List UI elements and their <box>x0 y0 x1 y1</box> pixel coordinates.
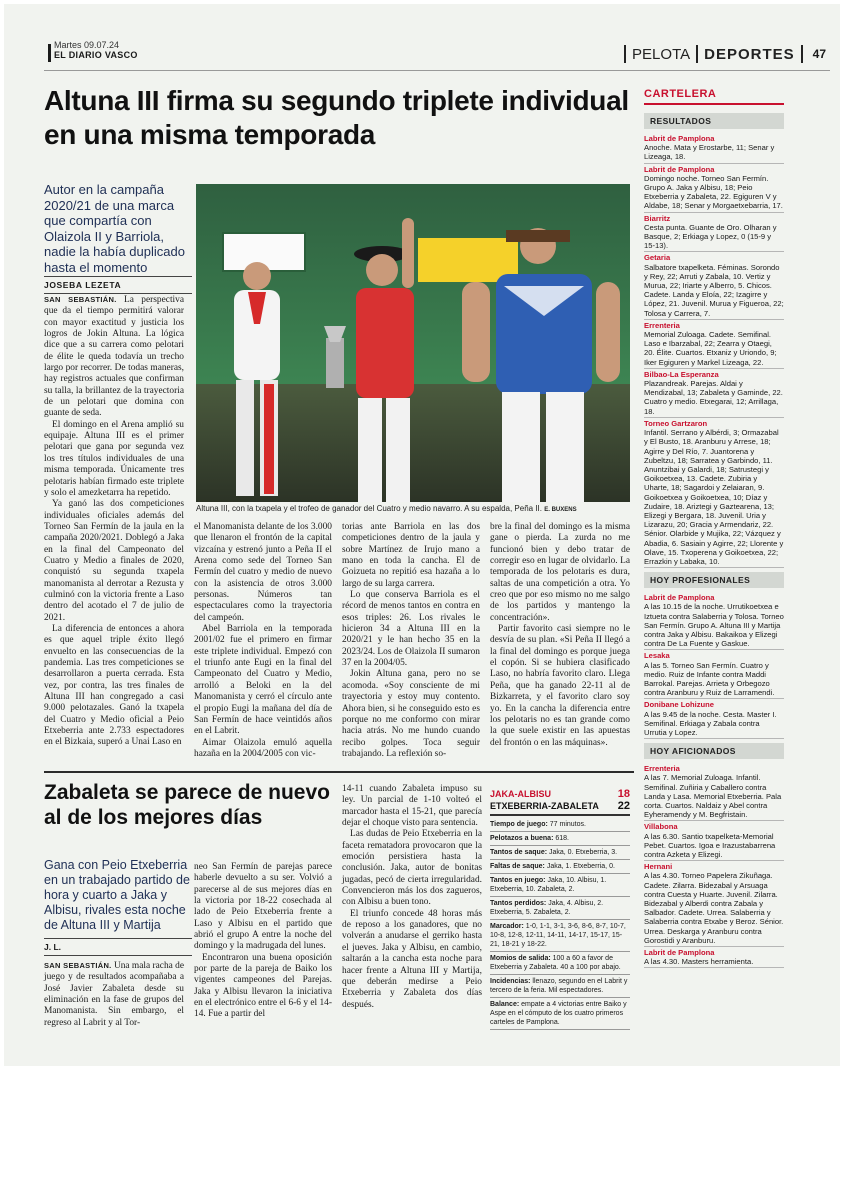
match-team-1-score: 18 <box>617 788 630 800</box>
cartelera-venue: Hernani <box>644 862 673 872</box>
article1-headline: Altuna III firma su segundo triplete individual en una misma temporada <box>44 85 629 150</box>
header-separator <box>696 45 698 63</box>
photo-credit: E. BUXENS <box>544 507 577 513</box>
header-page-number: 47 <box>812 47 826 61</box>
match-stat-value: 1-0, 1-1, 3-1, 3-6, 8-6, 8-7, 10-7, 10-8, 12-8, 12-11, 14-11, 14-17, 15-17, 15-21, 18-21 y 18-22. <box>490 923 626 948</box>
header-paper-name: EL DIARIO VASCO <box>54 50 138 60</box>
match-stat-row <box>490 975 630 998</box>
cartelera-entry: A las 9.45 de la noche. Cesta. Master I. Semifinal. Erkiaga y Zabala contra Urrutia y Lopez. <box>644 710 784 740</box>
cartelera-section-heading: HOY AFICIONADOS <box>644 743 784 759</box>
match-stat-label: Faltas de saque: <box>490 863 545 870</box>
cartelera-venue: Labrit de Pamplona <box>644 134 715 143</box>
cartelera-entry: A las 10.15 de la noche. Urrutikoetxea e Iztueta contra Salaberria y Tolosa. Torneo San Fermín. Grupo A. Altuna III y Martija contra Jaka y Albisu. Bakaikoa y Elizegi contra De La Fuente y Gaskue. <box>644 602 784 650</box>
cartelera-entry: A las 4.30. Masters herramienta. <box>644 957 784 968</box>
cartelera-rail <box>644 88 784 969</box>
match-stat-label: Tantos de saque: <box>490 849 548 856</box>
article2-location: SAN SEBASTIÁN. <box>44 961 112 970</box>
match-stat-row <box>490 860 630 874</box>
header-section: PELOTA <box>632 45 691 63</box>
article1-paragraph <box>44 294 184 420</box>
article1-paragraph: bre la final del domingo es la misma gane o pierda. La zurda no me funcionó bien y debo tratar de corregir eso en lugar de olvidarlo. La temporada de los pelotaris es dura, saltas de una competición a otra. Yo creo que por eso mismo no me salgo de los partidos y mantengo la concentración». <box>490 522 630 623</box>
photo-figure-champion <box>324 218 444 502</box>
header-section-nav <box>618 45 826 63</box>
cartelera-entry: A las 7. Memorial Zuloaga. Infantil. Semifinal. Zuñiria y Caballero contra Landa y Lasa. Memorial Etxeberria. Pala corta. Cuartos. Naldaiz y Abel contra Eyheramendy y M. Begfristain. <box>644 773 784 821</box>
cartelera-entry: Infantil. Serrano y Albérdi, 3; Ormazabal y El Busto, 18. Aranburu y Arrese, 18; Agirre y Del Río, 7. Juantorena y Zubeltzu, 18; Sarratea y Garbindo, 11. Anuntzibai y Galardi, 18; Satrustegi y Goikoetxea, 13. Cadete. Zubiria y Uharte, 18; Sagardoi y Zelaiaran, 9. Goikoetxea y Goikoetxea, 10; Díaz y Zudaire, 18. Ariztegi y Gaztearena, 13; Elizegi y Bergara, 18. Juvenil. Uria y Lizarazu, 20; Gracia y Armendariz, 22. Sénior. Olarbide y Mujika, 22; Vázquez y Abadia, 6. Sasiain y Agirre, 22; Llorente y Olave, 15. Txoperena y Goikoetxea, 22; Errazkin y Labaka, 10. <box>644 428 784 568</box>
match-stat-row <box>490 874 630 897</box>
match-stat-label: Momios de salida: <box>490 955 551 962</box>
article-divider <box>44 771 634 773</box>
article1-subhead: Autor en la campaña 2020/21 de una marca que compartía con Olaizola II y Barriola, nadie la había duplicado hasta el momento <box>44 182 185 275</box>
cartelera-title: CARTELERA <box>644 88 784 105</box>
article1-column-4 <box>490 522 630 749</box>
article1-byline: JOSEBA LEZETA <box>44 276 192 294</box>
match-stat-label: Marcador: <box>490 923 524 930</box>
match-stat-row <box>490 952 630 975</box>
match-stat-label: Balance: <box>490 1001 520 1008</box>
match-team-2-name: ETXEBERRIA-ZABALETA <box>490 801 599 811</box>
cartelera-venue: Errenteria <box>644 764 680 774</box>
match-stat-label: Tantos en juego: <box>490 877 546 884</box>
article1-paragraph: La diferencia de entonces a ahora es que aquel triple éxito llegó envuelto en las consecuencias de la pandemia. Las tres competiciones se desarrollaron a puerta cerrada. Esta vez, por contra, las tres finales de Altuna III han congregado a casi 9.000 pelotazales. Ganó la txapela del Cuatro y Medio oficial a Peio Etxeberria ante 2.733 espectadores en el Bizkaia, superó a Unai Laso en <box>44 623 184 748</box>
article1-paragraph: Lo que conserva Barriola es el récord de menos tantos en contra en esos triples: 26. Los rivales le hicieron 34 a Altuna III en la 2020/21 y le han hecho 35 en la 2023/24. Los de Olaizola II sumaron 37 en la 2004/05. <box>342 590 480 669</box>
match-stat-value: Jaka, 4. Albisu, 2. Etxeberria, 5. Zabaleta, 2. <box>490 900 604 916</box>
photo-caption-text: Altuna III, con la txapela y el trofeo de ganador del Cuatro y medio navarro. A su espalda, Peña II. <box>196 504 542 513</box>
match-stat-label: Tantos perdidos: <box>490 900 547 907</box>
article1-paragraph: Ya ganó las dos competiciones individuales oficiales además del Torneo San Fermín de la jaula en la campaña 2020/2021. Doblegó a Jaka en la final del Campeonato del Cuatro y Medio a finales de 2020, conquistó su segunda txapela manomanista al derrotar a Rezusta y culminó con la victoria frente a Laso dentro del acotado el 7 de julio de 2021. <box>44 499 184 623</box>
header-separator <box>801 45 803 63</box>
cartelera-venue: Errenteria <box>644 320 680 330</box>
article2-subhead: Gana con Peio Etxeberria en un trabajado partido de hora y cuarto a Jaka y Albisu, rivales esta noche de Altuna III y Martija <box>44 858 190 932</box>
match-stat-row <box>490 846 630 860</box>
match-stat-value: empate a 4 victorias entre Baiko y Aspe en el cómputo de los cuatro primeros carteles de Pamplona. <box>490 1001 627 1026</box>
article2-paragraph: El triunfo concede 48 horas más de reposo a los ganadores, que no volverán a anudarse el gerriko hasta el jueves. Jaka y Albisu, en cambio, saltarán a la cancha esta noche para hacer frente a Altuna III y Martija, que deberán medirse a Peio Etxeberria y Zabaleta dos días después. <box>342 908 482 1010</box>
cartelera-entry: Anoche. Mata y Erostarbe, 11; Senar y Lizeaga, 18. <box>644 143 784 163</box>
article2-paragraph: neo San Fermín de parejas parece haberle devuelto a su ser. Volvió a parecerse al de sus mejores días en la victoria por 18-22 cosechada al lado de Peio Etxeberria frente a Laso y Albisu en el partido que abrió el grupo A entre la noche del domingo y la madrugada del lunes. <box>194 862 332 952</box>
cartelera-venue: Biarritz <box>644 213 671 223</box>
article1-paragraph: Abel Barriola en la temporada 2001/02 fue el primero en firmar este triplete individual. Empezó con el triunfo ante Eugi en la final del Campeonato del Cuatro y Medio, arrolló a Beloki en la del Manomanista y cerró el círculo ante el propio Eugi la mañana del día de San Fermín de hace veintidós años en el Labrit. <box>194 624 332 737</box>
match-stat-value: 100 a 60 a favor de Etxeberria y Zabaleta. 40 a 100 por abajo. <box>490 955 621 971</box>
header-rule <box>44 70 830 71</box>
photo-figure-referee <box>220 254 294 500</box>
match-stat-label: Incidencias: <box>490 978 531 985</box>
cartelera-venue: Villabona <box>644 822 678 832</box>
article1-column-2 <box>194 522 332 760</box>
header-date: Martes 09.07.24 <box>54 40 120 50</box>
photo-figure-runner-up <box>444 216 624 502</box>
match-team-2-score: 22 <box>617 800 630 812</box>
cartelera-entry: Memorial Zuloaga. Cadete. Semifinal. Laso e Ibarzabal, 22; Zearra y Otaegi, 20. Élite. Cuartos. Etxaniz y Uriondo, 9; Iker Egiguren y Markel Lizeaga, 22. <box>644 330 784 369</box>
cartelera-venue: Lesaka <box>644 651 670 661</box>
cartelera-section-heading: RESULTADOS <box>644 113 784 129</box>
article2-paragraph: 14-11 cuando Zabaleta impuso su ley. Un parcial de 1-10 volteó el marcador hasta el 15-21, que parecía dejar el choque visto para sentencia. <box>342 784 482 829</box>
header-category: DEPORTES <box>704 45 795 63</box>
match-stat-row <box>490 832 630 846</box>
cartelera-entry: A las 6.30. Santio txapelketa-Memorial Pebet. Cuartos. Igoa e Irazustabarrena contra Azketa y Elizegi. <box>644 832 784 862</box>
article2-headline: Zabaleta se parece de nuevo al de los mejores días <box>44 781 330 829</box>
article2-column-3 <box>342 784 482 1011</box>
cartelera-entry: Cesta punta. Guante de Oro. Olharan y Basque, 2; Erkiaga y Lopez, 0 (15-9 y 15-13). <box>644 223 784 253</box>
cartelera-entry: A las 5. Torneo San Fermín. Cuatro y medio. Ruiz de Infante contra Maddi Barrokal. Parejas. Arrieta y Orbegozo contra Aranburu y Ruiz de Larramendi. <box>644 661 784 700</box>
cartelera-entry: Domingo noche. Torneo San Fermín. Grupo A. Jaka y Albisu, 18; Peio Etxeberria y Zabaleta, 22. Egiguren V y Aldabe, 18; Senar y Morgaetxebarria, 17. <box>644 174 784 213</box>
cartelera-entry: A las 4.30. Torneo Papelera Zikuñaga. Cadete. Zilarra. Bidezabal y Arsuaga contra Cuesta y Huarte. Juvenil. Zilarra. Bidezabal y Alberdi contra Zabala y Salbador. Cadete. Urrea. Salaberria y Salaberria contra Etxabe y Beroz. Sénior. Urrea. Deskarga y Aranburu contra Gorostidi y Aranburu. <box>644 871 784 947</box>
cartelera-section-heading: HOY PROFESIONALES <box>644 572 784 588</box>
cartelera-venue: Bilbao-La Esperanza <box>644 369 719 379</box>
article2-byline: J. L. <box>44 938 192 956</box>
match-stat-value: 77 minutos. <box>549 821 586 828</box>
cartelera-venue: Donibane Lohizune <box>644 700 715 710</box>
match-stat-row <box>490 920 630 952</box>
match-stat-label: Pelotazos a buena: <box>490 835 554 842</box>
cartelera-entry: Salbatore txapelketa. Féminas. Sorondo y Rey, 22; Arruti y Zabala, 10. Vertiz y Murua, 22; Iriarte y Alberro, 5. Chicos. Cadete. Landa y Eloía, 22; Izagirre y López, 21. Juvenil. Murua y Figueroa, 22; Tolosa y Carrera, 7. <box>644 263 784 320</box>
cartelera-venue: Labrit de Pamplona <box>644 948 715 958</box>
article1-location: SAN SEBASTIÁN. <box>44 295 117 304</box>
match-stat-row <box>490 998 630 1030</box>
newspaper-page <box>4 4 840 1066</box>
match-stat-value: llenazo, segundo en el Labrit y tercero de la feria. Mil espectadores. <box>490 978 628 994</box>
article1-photo <box>196 184 630 502</box>
cartelera-venue: Labrit de Pamplona <box>644 164 715 174</box>
article2-paragraph: Encontraron una buena oposición por parte de la pareja de Baiko los vigentes campeones del Parejas. Jaka y Albisu llevaron la iniciativa en el electrónico entre el 6-6 y el 14-14. Fue a partir del <box>194 952 332 1020</box>
match-stats-box <box>490 788 630 1030</box>
match-team-1-name: JAKA-ALBISU <box>490 789 552 799</box>
article1-paragraph: Jokin Altuna gana, pero no se acomoda. «Soy consciente de mi trayectoria y estoy muy contento. Ahora bien, si he conseguido esto es porque no me conformo con mirar hacia atrás. No me hundo cuando recibo golpes. Toca seguir trabajando. La reflexión so- <box>342 669 480 759</box>
cartelera-entry: Plazandreak. Parejas. Aldai y Mendizabal, 13; Zabaleta y Gaminde, 22. Cuatro y medio. Etxegarai, 12; Arrillaga, 18. <box>644 379 784 418</box>
match-stat-row <box>490 897 630 920</box>
match-stat-value: Jaka, 10. Albisu, 1. Etxeberria, 10. Zabaleta, 2. <box>490 877 607 893</box>
match-team-1 <box>490 788 630 800</box>
header-bar <box>48 44 51 62</box>
match-stat-row <box>490 818 630 832</box>
match-stat-value: 618. <box>555 835 569 842</box>
cartelera-venue: Torneo Gartzaron <box>644 418 708 428</box>
article1-paragraph: El domingo en el Arena amplió su equipaje. Altuna III es el primer pelotari que gana por segunda vez los tres títulos individuales de una misma temporada. Únicamente tres pelotaris habían firmado este triplete y solo el amezketarra ha repetido. <box>44 419 184 498</box>
match-stat-value: Jaka, 0. Etxeberria, 3. <box>549 849 618 856</box>
article2-column-1 <box>44 960 184 1029</box>
article2-paragraph-text: Una mala racha de juego y de resultados acompañaba a José Javier Zabaleta desde su eliminación en la fase de grupos del Manomanista. Sin embargo, el regreso al Labrit y al Tor- <box>44 961 185 1028</box>
cartelera-venue: Labrit de Pamplona <box>644 593 715 603</box>
article2-column-2 <box>194 862 332 1021</box>
article1-column-3 <box>342 522 480 760</box>
match-stat-label: Tiempo de juego: <box>490 821 548 828</box>
cartelera-venue: Getaria <box>644 253 671 263</box>
match-team-2 <box>490 800 630 816</box>
article1-column-1 <box>44 294 184 749</box>
article1-paragraph: Aimar Olaizola emuló aquella hazaña en la 2004/2005 con vic- <box>194 737 332 759</box>
header-separator <box>624 45 626 63</box>
article2-paragraph <box>44 960 184 1029</box>
article1-paragraph: Partir favorito casi siempre no le desvía de su plan. «Si Peña II llegó a la final del domingo es porque juega el copón. Si se hubiera clasificado Laso, no habría favorito claro. Llega Peña, que ha ganado 22-11 al de Bizkarreta, y el favorito claro soy yo. En la cancha la diferencia entre los pelotaris no es tan grande como la que suele existir en las apuestas del frontón o en las máquinas». <box>490 624 630 748</box>
article1-paragraph-text: La perspectiva que da el tiempo permitirá valorar con mayor exactitud y justicia los logros de Jokin Altuna. La lógica dice que a su carrera como pelotari de élite le queda todavía un trecho largo por recorrer. De todas maneras, hay registros actuales que confirman su talla, la brillantez de la trayectoria de un pelotari que domina con guante de seda. <box>44 295 184 419</box>
photo-caption <box>196 504 630 515</box>
article1-paragraph: torias ante Barriola en las dos competiciones dentro de la jaula y sobre Martínez de Irujo mano a mano en toda la cancha. El de Goizueta no repitió esa hazaña a lo largo de su larga carrera. <box>342 522 480 589</box>
article1-paragraph: el Manomanista delante de los 3.000 que llenaron el frontón de la capital vizcaína y estrenó junto a Peña II el Arena como sede del Torneo San Fermín del cuatro y medio de nuevo con la asistencia de otros 3.000 personas. Números tan espectaculares como la trayectoria del campeón. <box>194 522 332 623</box>
match-stat-value: Jaka, 1. Etxeberria, 0. <box>546 863 615 870</box>
article2-paragraph: Las dudas de Peio Etxeberria en la faceta rematadora provocaron que la emoción persistiera hasta la conclusión. Jaka, autor de bonitas jugadas, pecó de cierta irregularidad. Convencieron más los dos zagueros, con Albisu a buen tono. <box>342 829 482 908</box>
